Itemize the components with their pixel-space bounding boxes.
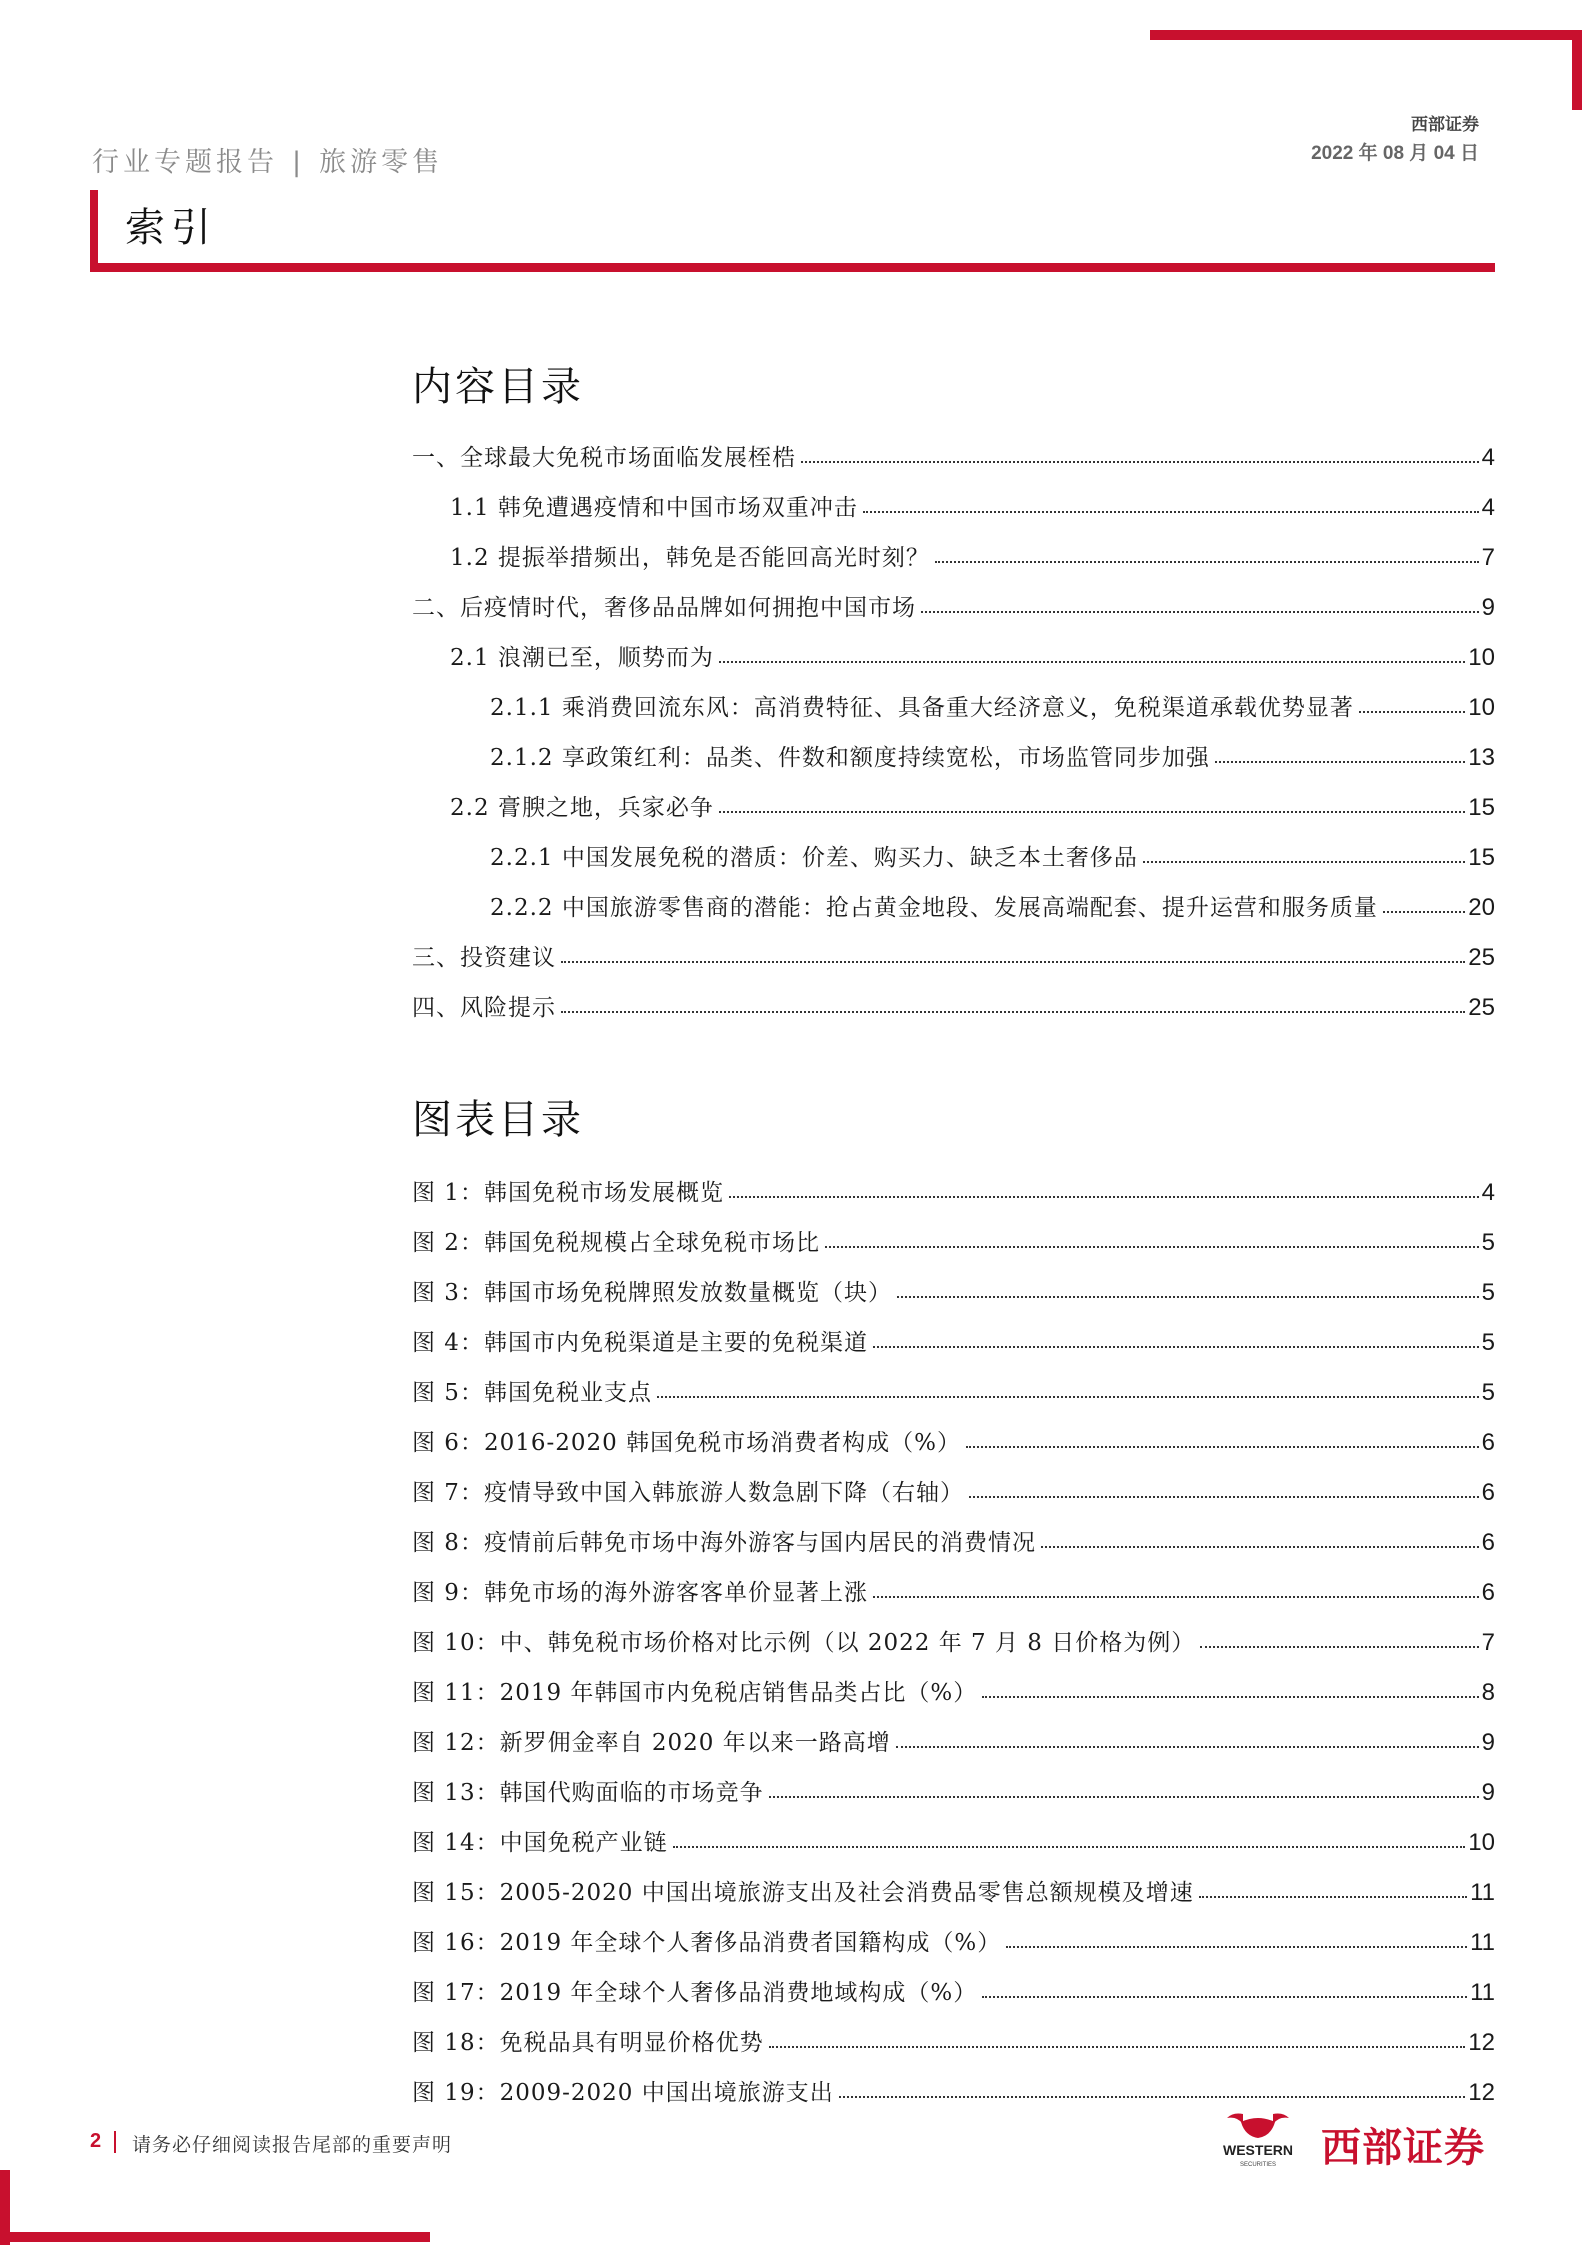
toc-leader — [769, 1796, 1479, 1798]
figure-entry-label: 图 18：免税品具有明显价格优势 — [412, 2024, 766, 2057]
figure-entry-label: 图 1：韩国免税市场发展概览 — [412, 1174, 726, 1207]
toc-entry[interactable] — [412, 982, 1495, 1022]
figure-entry-label: 图 9：韩免市场的海外游客客单价显著上涨 — [412, 1574, 870, 1607]
toc-leader — [839, 2096, 1466, 2098]
figure-entry-label: 图 11：2019 年韩国市内免税店销售品类占比（%） — [412, 1674, 979, 1707]
toc-entry[interactable] — [412, 532, 1495, 572]
figure-entry-page: 12 — [1468, 2079, 1495, 2106]
figure-entry-label: 图 10：中、韩免税市场价格对比示例（以 2022 年 7 月 8 日价格为例） — [412, 1624, 1197, 1657]
bull-logo-icon — [1213, 2110, 1303, 2170]
index-accent-bar — [90, 190, 98, 270]
toc-entry[interactable] — [412, 432, 1495, 472]
toc-entry-page: 4 — [1481, 494, 1495, 521]
figure-entry[interactable] — [412, 1467, 1495, 1507]
header-rule — [90, 263, 1495, 272]
footer-divider — [114, 2131, 116, 2153]
figure-entry[interactable] — [412, 1167, 1495, 1207]
figure-entry-label: 图 4：韩国市内免税渠道是主要的免税渠道 — [412, 1324, 870, 1357]
toc-leader — [921, 611, 1479, 613]
corner-decoration-top-right-vertical — [1572, 30, 1582, 110]
figure-entry-page: 11 — [1470, 1979, 1495, 2006]
logo-chinese-name: 西部证券 — [1321, 2125, 1485, 2171]
toc-leader — [801, 461, 1479, 463]
toc-leader — [561, 1011, 1465, 1013]
footer-disclaimer: 请务必仔细阅读报告尾部的重要声明 — [132, 2134, 453, 2156]
figure-entry-page: 5 — [1481, 1279, 1495, 1306]
figure-entry-page: 5 — [1481, 1379, 1495, 1406]
toc-entry[interactable] — [412, 632, 1495, 672]
figure-entry-page: 8 — [1481, 1679, 1495, 1706]
figure-entry[interactable] — [412, 1367, 1495, 1407]
toc-leader — [1143, 861, 1465, 863]
toc-entry-page: 10 — [1468, 644, 1495, 671]
toc-entry-label: 2.2.1 中国发展免税的潜质：价差、购买力、缺乏本土奢侈品 — [490, 839, 1140, 872]
figure-entry-page: 5 — [1481, 1329, 1495, 1356]
figure-entry-label: 图 8：疫情前后韩免市场中海外游客与国内居民的消费情况 — [412, 1524, 1038, 1557]
category-separator: | — [292, 147, 306, 178]
figure-entry-label: 图 13：韩国代购面临的市场竞争 — [412, 1774, 766, 1807]
toc-entry-label: 2.2.2 中国旅游零售商的潜能：抢占黄金地段、发展高端配套、提升运营和服务质量 — [490, 889, 1380, 922]
company-name: 西部证券 — [1411, 115, 1479, 135]
report-subcategory: 旅游零售 — [319, 147, 444, 178]
toc-leader — [719, 811, 1465, 813]
figure-entry-page: 10 — [1468, 1829, 1495, 1856]
figure-entry-page: 11 — [1470, 1929, 1495, 1956]
index-title: 索引 — [125, 205, 217, 251]
figure-entry[interactable] — [412, 1717, 1495, 1757]
toc-entry-page: 15 — [1468, 844, 1495, 871]
figure-entry-label: 图 12：新罗佣金率自 2020 年以来一路高增 — [412, 1724, 893, 1757]
logo-en-text: WESTERN — [1223, 2142, 1293, 2158]
figure-entry-page: 6 — [1481, 1479, 1495, 1506]
figure-entry-page: 9 — [1481, 1779, 1495, 1806]
figure-entry-label: 图 16：2019 年全球个人奢侈品消费者国籍构成（%） — [412, 1924, 1003, 1957]
toc-leader — [966, 1446, 1479, 1448]
figure-entry[interactable] — [412, 2067, 1495, 2107]
toc-leader — [1006, 1946, 1467, 1948]
toc-leader — [657, 1396, 1479, 1398]
toc-entry-page: 25 — [1468, 944, 1495, 971]
toc-leader — [1041, 1546, 1479, 1548]
toc-entry-label: 2.2 膏腴之地，兵家必争 — [450, 789, 716, 822]
report-category — [92, 140, 443, 179]
figure-entry-label: 图 19：2009-2020 中国出境旅游支出 — [412, 2074, 836, 2107]
figure-entry-label: 图 7：疫情导致中国入韩旅游人数急剧下降（右轴） — [412, 1474, 966, 1507]
corner-decoration-bottom-left — [0, 2232, 430, 2242]
company-logo — [1213, 2110, 1503, 2170]
contents-heading: 内容目录 — [412, 364, 584, 410]
figure-entry-page: 12 — [1468, 2029, 1495, 2056]
toc-leader — [969, 1496, 1479, 1498]
toc-entry[interactable] — [412, 932, 1495, 972]
figure-entry-page: 7 — [1481, 1629, 1495, 1656]
toc-leader — [1359, 711, 1465, 713]
figure-entry[interactable] — [412, 1817, 1495, 1857]
figure-entry[interactable] — [412, 1867, 1495, 1907]
toc-leader — [1383, 911, 1465, 913]
toc-leader — [935, 561, 1479, 563]
figure-entry-page: 5 — [1481, 1229, 1495, 1256]
toc-entry[interactable] — [412, 682, 1495, 722]
figure-entry-page: 6 — [1481, 1579, 1495, 1606]
toc-entry-label: 2.1.1 乘消费回流东风：高消费特征、具备重大经济意义，免税渠道承载优势显著 — [490, 689, 1356, 722]
figure-entry-label: 图 3：韩国市场免税牌照发放数量概览（块） — [412, 1274, 894, 1307]
toc-leader — [769, 2046, 1466, 2048]
toc-leader — [1199, 1896, 1467, 1898]
toc-entry[interactable] — [412, 482, 1495, 522]
figure-entry-page: 11 — [1470, 1879, 1495, 1906]
figure-entry-label: 图 6：2016-2020 韩国免税市场消费者构成（%） — [412, 1424, 963, 1457]
toc-leader — [825, 1246, 1479, 1248]
toc-leader — [673, 1846, 1466, 1848]
figure-entry[interactable] — [412, 1967, 1495, 2007]
toc-entry-label: 一、全球最大免税市场面临发展桎梏 — [412, 439, 798, 472]
toc-entry-page: 20 — [1468, 894, 1495, 921]
toc-entry-label: 2.1 浪潮已至，顺势而为 — [450, 639, 716, 672]
toc-leader — [1215, 761, 1465, 763]
figure-entry[interactable] — [412, 1417, 1495, 1457]
toc-entry-page: 15 — [1468, 794, 1495, 821]
figure-entry[interactable] — [412, 1217, 1495, 1257]
figure-entry-label: 图 14：中国免税产业链 — [412, 1824, 670, 1857]
corner-decoration-top-right — [1150, 30, 1582, 40]
toc-entry-page: 13 — [1468, 744, 1495, 771]
figure-entry-page: 9 — [1481, 1729, 1495, 1756]
toc-leader — [863, 511, 1479, 513]
toc-leader — [561, 961, 1465, 963]
figure-entry[interactable] — [412, 1767, 1495, 1807]
toc-entry-label: 1.2 提振举措频出，韩免是否能回高光时刻？ — [450, 539, 932, 572]
toc-entry[interactable] — [412, 782, 1495, 822]
figure-entry-label: 图 5：韩国免税业支点 — [412, 1374, 654, 1407]
figures-heading: 图表目录 — [412, 1097, 584, 1143]
toc-leader — [873, 1596, 1479, 1598]
figure-entry[interactable] — [412, 1267, 1495, 1307]
figure-entry-page: 6 — [1481, 1529, 1495, 1556]
toc-entry[interactable] — [412, 732, 1495, 772]
figure-entry[interactable] — [412, 1567, 1495, 1607]
figure-entry[interactable] — [412, 1667, 1495, 1707]
figure-entry-page: 4 — [1481, 1179, 1495, 1206]
toc-entry[interactable] — [412, 882, 1495, 922]
toc-entry-page: 7 — [1481, 544, 1495, 571]
toc-entry-page: 10 — [1468, 694, 1495, 721]
figure-entry[interactable] — [412, 1917, 1495, 1957]
toc-entry-page: 9 — [1481, 594, 1495, 621]
toc-leader — [1200, 1646, 1478, 1648]
figure-entry-label: 图 17：2019 年全球个人奢侈品消费地域构成（%） — [412, 1974, 979, 2007]
toc-entry-label: 三、投资建议 — [412, 939, 558, 972]
toc-leader — [719, 661, 1465, 663]
toc-leader — [982, 1996, 1467, 1998]
figure-entry[interactable] — [412, 1617, 1495, 1657]
figure-entry-label: 图 2：韩国免税规模占全球免税市场比 — [412, 1224, 822, 1257]
figure-entry-page: 6 — [1481, 1429, 1495, 1456]
toc-entry-page: 25 — [1468, 994, 1495, 1021]
report-date: 2022 年 08 月 04 日 — [1311, 143, 1479, 164]
figure-entry[interactable] — [412, 1317, 1495, 1357]
toc-entry-label: 1.1 韩免遭遇疫情和中国市场双重冲击 — [450, 489, 860, 522]
toc-leader — [982, 1696, 1478, 1698]
figure-entry[interactable] — [412, 1517, 1495, 1557]
toc-entry[interactable] — [412, 832, 1495, 872]
toc-leader — [896, 1746, 1479, 1748]
figure-entry-label: 图 15：2005-2020 中国出境旅游支出及社会消费品零售总额规模及增速 — [412, 1874, 1196, 1907]
toc-entry[interactable] — [412, 582, 1495, 622]
logo-en-sub: SECURITIES — [1239, 2162, 1277, 2168]
report-category-label: 行业专题报告 — [92, 147, 278, 178]
footer-page-number: 2 — [90, 2130, 102, 2152]
toc-entry-label: 四、风险提示 — [412, 989, 558, 1022]
toc-entry-page: 4 — [1481, 444, 1495, 471]
toc-leader — [873, 1346, 1479, 1348]
toc-leader — [897, 1296, 1479, 1298]
toc-leader — [729, 1196, 1479, 1198]
figure-entry[interactable] — [412, 2017, 1495, 2057]
toc-entry-label: 2.1.2 享政策红利：品类、件数和额度持续宽松，市场监管同步加强 — [490, 739, 1212, 772]
toc-entry-label: 二、后疫情时代，奢侈品品牌如何拥抱中国市场 — [412, 589, 918, 622]
